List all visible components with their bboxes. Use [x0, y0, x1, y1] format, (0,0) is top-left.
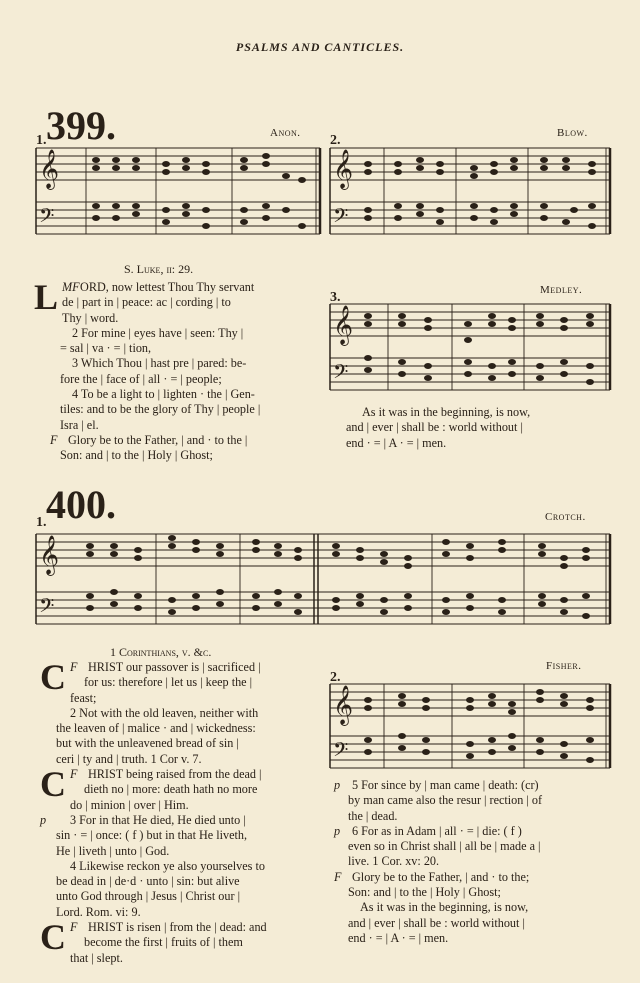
- dynamic-marking: p: [334, 823, 341, 838]
- music-staff-chant-400-1: [34, 524, 612, 634]
- scripture-reference: S. Luke, ii: 29.: [124, 262, 194, 276]
- composer-label: Fisher.: [546, 660, 582, 672]
- verse-line: unto God through | Jesus | Christ our |: [56, 889, 241, 904]
- music-staff-chant-2: [328, 140, 612, 244]
- svg-text:𝄢: 𝄢: [333, 360, 349, 388]
- verse-line: Thy | word.: [62, 310, 119, 325]
- verse-line: He | liveth | unto | God.: [56, 843, 170, 858]
- dynamic-marking: F: [70, 767, 78, 782]
- verse-line: Isra | el.: [60, 417, 99, 432]
- verse-line: 3 Which Thou | hast pre | pared: be-: [72, 356, 247, 371]
- svg-text:𝄞: 𝄞: [333, 305, 354, 345]
- music-staff-chant-3: [328, 296, 612, 400]
- dynamic-marking: p: [40, 812, 47, 827]
- verse-line: the | dead.: [348, 808, 398, 823]
- composer-label: Crotch.: [545, 511, 586, 523]
- dynamic-marking: F: [334, 869, 342, 884]
- verse-line: = sal | va · = | tion,: [60, 341, 152, 356]
- verse-line: by man came also the resur | rection | of: [348, 793, 543, 808]
- verse-line: tiles: and to be the glory of Thy | people |: [60, 402, 261, 417]
- chant-number: 1.: [36, 515, 47, 530]
- verse-line: be dead in | de·d · unto | sin: but alive: [56, 874, 240, 889]
- verse-line: 4 To be a light to | lighten · the | Gen-: [72, 387, 255, 402]
- verse-line: As it was in the beginning, is now,: [360, 900, 529, 915]
- verse-line: HRIST our passover is | sacrificed |: [88, 660, 261, 674]
- verse-line: Lord. Rom. vi: 9.: [56, 904, 141, 919]
- composer-label: Anon.: [270, 127, 301, 139]
- verse-line: end · = | A · = | men.: [348, 930, 449, 945]
- verse-line: do | minion | over | Him.: [70, 797, 189, 812]
- verse-line: 2 Not with the old leaven, neither with: [70, 705, 259, 720]
- verse-line: end · = | A · = | men.: [346, 435, 447, 450]
- scripture-reference: 1 Corinthians, v. &c.: [110, 645, 212, 659]
- verse-line: 4 Likewise reckon ye also yourselves to: [70, 858, 265, 873]
- hymn-399-amen: [346, 405, 612, 451]
- svg-text:𝄢: 𝄢: [39, 594, 55, 622]
- verse-line: Glory be to the Father, | and · to the;: [352, 869, 530, 884]
- dynamic-marking: F: [70, 920, 78, 935]
- verse-line: that | slept.: [70, 950, 123, 965]
- dynamic-marking: F: [50, 432, 58, 447]
- music-staff-chant-1: [34, 140, 322, 244]
- chant-number: 1.: [36, 133, 47, 148]
- drop-cap: C: [40, 657, 66, 697]
- verse-line: fore the | face of | all · = | people;: [60, 371, 222, 386]
- verse-line: for us: therefore | let us | keep the |: [84, 675, 253, 690]
- music-staff-chant-400-2: [328, 676, 612, 776]
- verse-line: Son: and | to the | Holy | Ghost;: [60, 448, 213, 463]
- chant-number: 3.: [330, 290, 341, 305]
- verse-line: HRIST being raised from the dead |: [88, 767, 262, 782]
- svg-text:𝄞: 𝄞: [39, 149, 60, 189]
- page-header: PSALMS AND CANTICLES.: [235, 40, 405, 54]
- hymn-400-text-right: [334, 778, 612, 946]
- drop-cap: L: [34, 277, 59, 317]
- drop-cap: C: [40, 764, 66, 805]
- composer-label: Medley.: [540, 284, 583, 296]
- svg-text:𝄞: 𝄞: [333, 149, 354, 189]
- verse-line: 6 For as in Adam | all · = | die: ( f ): [352, 823, 522, 838]
- verse-line: Glory be to the Father, | and · to the |: [68, 432, 248, 447]
- chant-number: 2.: [330, 133, 341, 148]
- verse-line: 2 For mine | eyes have | seen: Thy |: [72, 325, 244, 340]
- drop-cap: C: [40, 917, 66, 958]
- svg-text:𝄞: 𝄞: [333, 685, 354, 725]
- dynamic-marking: F: [70, 660, 78, 674]
- composer-label: Blow.: [557, 127, 588, 139]
- verse-line: Son: and | to the | Holy | Ghost;: [348, 885, 501, 900]
- svg-text:𝄢: 𝄢: [333, 738, 349, 766]
- chant-number: 2.: [330, 670, 341, 685]
- verse-line: HRIST is risen | from the | dead: and: [88, 920, 267, 935]
- verse-line: 3 For in that He died, He died unto |: [70, 812, 246, 827]
- verse-line: ceri | ty and | truth. 1 Cor v. 7.: [56, 751, 202, 766]
- verse-line: but with the unleavened bread of sin |: [56, 736, 239, 751]
- verse-line: and | ever | shall be : world without |: [346, 420, 523, 435]
- hymn-399-text: [34, 277, 322, 464]
- verse-line: feast;: [70, 690, 97, 705]
- verse-line: and | ever | shall be : world without |: [348, 915, 525, 930]
- dynamic-marking: MF: [62, 280, 80, 294]
- dynamic-marking: p: [334, 778, 341, 792]
- hymn-400-text-left: [40, 657, 322, 966]
- hymn-number-399: 399.: [46, 103, 116, 148]
- verse-line: 5 For since by | man came | death: (cr): [352, 778, 539, 792]
- verse-line: ORD, now lettest Thou Thy servant: [80, 280, 255, 294]
- verse-line: As it was in the beginning, is now,: [362, 405, 531, 419]
- verse-line: live. 1 Cor. xv: 20.: [348, 854, 440, 869]
- svg-text:𝄢: 𝄢: [333, 204, 349, 232]
- verse-line: become the first | fruits of | them: [84, 935, 243, 950]
- verse-line: de | part in | peace: ac | cording | to: [62, 295, 231, 310]
- svg-text:𝄢: 𝄢: [39, 204, 55, 232]
- verse-line: even so in Christ shall | all be | made a |: [348, 839, 541, 854]
- svg-text:𝄞: 𝄞: [39, 535, 60, 575]
- verse-line: dieth no | more: death hath no more: [84, 782, 258, 797]
- verse-line: sin · = | once: ( f ) but in that He liveth,: [56, 828, 248, 843]
- hymn-number-400: 400.: [46, 482, 116, 527]
- verse-line: the leaven of | malice · and | wickedness:: [56, 721, 256, 736]
